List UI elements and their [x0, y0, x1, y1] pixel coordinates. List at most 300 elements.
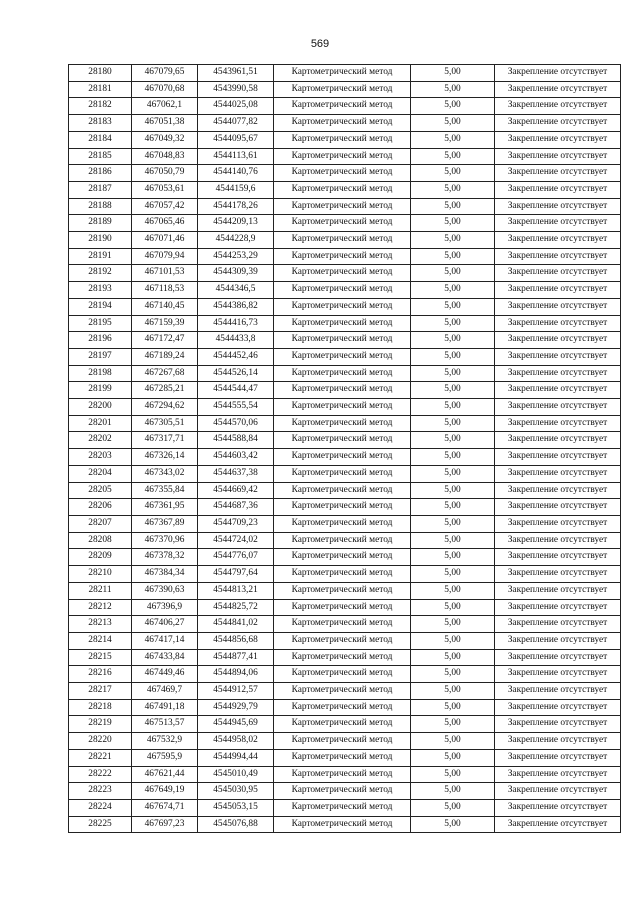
fixing-description-cell: Закрепление отсутствует — [495, 549, 621, 566]
table-row — [69, 449, 621, 466]
fixing-description-cell: Закрепление отсутствует — [495, 248, 621, 265]
fixing-description-cell: Закрепление отсутствует — [495, 165, 621, 182]
x-coordinate-cell: 467370,96 — [132, 532, 198, 549]
accuracy-cell: 5,00 — [411, 165, 495, 182]
x-coordinate-cell: 467621,44 — [132, 766, 198, 783]
fixing-description-cell: Закрепление отсутствует — [495, 332, 621, 349]
accuracy-cell: 5,00 — [411, 582, 495, 599]
x-coordinate-cell: 467267,68 — [132, 365, 198, 382]
table-row — [69, 799, 621, 816]
y-coordinate-cell: 4544994,44 — [198, 749, 274, 766]
accuracy-cell: 5,00 — [411, 131, 495, 148]
method-cell: Картометрический метод — [274, 399, 411, 416]
x-coordinate-cell: 467355,84 — [132, 482, 198, 499]
method-cell: Картометрический метод — [274, 632, 411, 649]
accuracy-cell: 5,00 — [411, 432, 495, 449]
accuracy-cell: 5,00 — [411, 816, 495, 833]
accuracy-cell: 5,00 — [411, 716, 495, 733]
method-cell: Картометрический метод — [274, 332, 411, 349]
x-coordinate-cell: 467532,9 — [132, 733, 198, 750]
y-coordinate-cell: 4544555,54 — [198, 399, 274, 416]
table-row — [69, 81, 621, 98]
point-number-cell: 28210 — [69, 566, 132, 583]
y-coordinate-cell: 4544570,06 — [198, 415, 274, 432]
y-coordinate-cell: 4544958,02 — [198, 733, 274, 750]
method-cell: Картометрический метод — [274, 515, 411, 532]
accuracy-cell: 5,00 — [411, 248, 495, 265]
point-number-cell: 28180 — [69, 65, 132, 82]
y-coordinate-cell: 4544386,82 — [198, 298, 274, 315]
point-number-cell: 28198 — [69, 365, 132, 382]
y-coordinate-cell: 4544709,23 — [198, 515, 274, 532]
x-coordinate-cell: 467118,53 — [132, 282, 198, 299]
y-coordinate-cell: 4544209,13 — [198, 215, 274, 232]
method-cell: Картометрический метод — [274, 348, 411, 365]
method-cell: Картометрический метод — [274, 65, 411, 82]
x-coordinate-cell: 467065,46 — [132, 215, 198, 232]
y-coordinate-cell: 4544669,42 — [198, 482, 274, 499]
fixing-description-cell: Закрепление отсутствует — [495, 81, 621, 98]
accuracy-cell: 5,00 — [411, 465, 495, 482]
accuracy-cell: 5,00 — [411, 198, 495, 215]
x-coordinate-cell: 467285,21 — [132, 382, 198, 399]
point-number-cell: 28181 — [69, 81, 132, 98]
accuracy-cell: 5,00 — [411, 399, 495, 416]
y-coordinate-cell: 4544113,61 — [198, 148, 274, 165]
fixing-description-cell: Закрепление отсутствует — [495, 298, 621, 315]
point-number-cell: 28183 — [69, 115, 132, 132]
table-row — [69, 733, 621, 750]
x-coordinate-cell: 467070,68 — [132, 81, 198, 98]
table-row — [69, 632, 621, 649]
accuracy-cell: 5,00 — [411, 649, 495, 666]
x-coordinate-cell: 467049,32 — [132, 131, 198, 148]
point-number-cell: 28190 — [69, 232, 132, 249]
y-coordinate-cell: 4544813,21 — [198, 582, 274, 599]
point-number-cell: 28212 — [69, 599, 132, 616]
accuracy-cell: 5,00 — [411, 783, 495, 800]
table-row — [69, 616, 621, 633]
method-cell: Картометрический метод — [274, 115, 411, 132]
y-coordinate-cell: 4544912,57 — [198, 683, 274, 700]
table-row — [69, 399, 621, 416]
fixing-description-cell: Закрепление отсутствует — [495, 382, 621, 399]
table-row — [69, 165, 621, 182]
method-cell: Картометрический метод — [274, 248, 411, 265]
point-number-cell: 28191 — [69, 248, 132, 265]
accuracy-cell: 5,00 — [411, 566, 495, 583]
method-cell: Картометрический метод — [274, 482, 411, 499]
table-row — [69, 131, 621, 148]
x-coordinate-cell: 467469,7 — [132, 683, 198, 700]
method-cell: Картометрический метод — [274, 415, 411, 432]
x-coordinate-cell: 467071,46 — [132, 232, 198, 249]
table-row — [69, 365, 621, 382]
x-coordinate-cell: 467172,47 — [132, 332, 198, 349]
point-number-cell: 28202 — [69, 432, 132, 449]
x-coordinate-cell: 467159,39 — [132, 315, 198, 332]
point-number-cell: 28187 — [69, 181, 132, 198]
accuracy-cell: 5,00 — [411, 332, 495, 349]
y-coordinate-cell: 4544841,02 — [198, 616, 274, 633]
y-coordinate-cell: 4544776,07 — [198, 549, 274, 566]
y-coordinate-cell: 4544797,64 — [198, 566, 274, 583]
table-row — [69, 315, 621, 332]
y-coordinate-cell: 4543961,51 — [198, 65, 274, 82]
fixing-description-cell: Закрепление отсутствует — [495, 65, 621, 82]
table-row — [69, 265, 621, 282]
y-coordinate-cell: 4544140,76 — [198, 165, 274, 182]
accuracy-cell: 5,00 — [411, 98, 495, 115]
fixing-description-cell: Закрепление отсутствует — [495, 315, 621, 332]
fixing-description-cell: Закрепление отсутствует — [495, 532, 621, 549]
fixing-description-cell: Закрепление отсутствует — [495, 783, 621, 800]
x-coordinate-cell: 467491,18 — [132, 699, 198, 716]
fixing-description-cell: Закрепление отсутствует — [495, 515, 621, 532]
method-cell: Картометрический метод — [274, 365, 411, 382]
method-cell: Картометрический метод — [274, 816, 411, 833]
accuracy-cell: 5,00 — [411, 415, 495, 432]
coordinates-table — [68, 64, 621, 833]
method-cell: Картометрический метод — [274, 749, 411, 766]
table-row — [69, 415, 621, 432]
method-cell: Картометрический метод — [274, 232, 411, 249]
x-coordinate-cell: 467433,84 — [132, 649, 198, 666]
point-number-cell: 28206 — [69, 499, 132, 516]
fixing-description-cell: Закрепление отсутствует — [495, 499, 621, 516]
point-number-cell: 28223 — [69, 783, 132, 800]
x-coordinate-cell: 467189,24 — [132, 348, 198, 365]
y-coordinate-cell: 4544588,84 — [198, 432, 274, 449]
method-cell: Картометрический метод — [274, 81, 411, 98]
fixing-description-cell: Закрепление отсутствует — [495, 198, 621, 215]
point-number-cell: 28197 — [69, 348, 132, 365]
point-number-cell: 28222 — [69, 766, 132, 783]
accuracy-cell: 5,00 — [411, 148, 495, 165]
x-coordinate-cell: 467378,32 — [132, 549, 198, 566]
y-coordinate-cell: 4544544,47 — [198, 382, 274, 399]
method-cell: Картометрический метод — [274, 465, 411, 482]
y-coordinate-cell: 4544077,82 — [198, 115, 274, 132]
accuracy-cell: 5,00 — [411, 599, 495, 616]
point-number-cell: 28184 — [69, 131, 132, 148]
fixing-description-cell: Закрепление отсутствует — [495, 432, 621, 449]
point-number-cell: 28218 — [69, 699, 132, 716]
accuracy-cell: 5,00 — [411, 549, 495, 566]
table-row — [69, 332, 621, 349]
y-coordinate-cell: 4544228,9 — [198, 232, 274, 249]
point-number-cell: 28214 — [69, 632, 132, 649]
table-row — [69, 348, 621, 365]
x-coordinate-cell: 467101,53 — [132, 265, 198, 282]
y-coordinate-cell: 4544178,26 — [198, 198, 274, 215]
fixing-description-cell: Закрепление отсутствует — [495, 232, 621, 249]
y-coordinate-cell: 4544825,72 — [198, 599, 274, 616]
y-coordinate-cell: 4544724,02 — [198, 532, 274, 549]
x-coordinate-cell: 467294,62 — [132, 399, 198, 416]
y-coordinate-cell: 4544159,6 — [198, 181, 274, 198]
fixing-description-cell: Закрепление отсутствует — [495, 115, 621, 132]
table-row — [69, 549, 621, 566]
point-number-cell: 28185 — [69, 148, 132, 165]
method-cell: Картометрический метод — [274, 215, 411, 232]
accuracy-cell: 5,00 — [411, 365, 495, 382]
table-row — [69, 65, 621, 82]
method-cell: Картометрический метод — [274, 566, 411, 583]
fixing-description-cell: Закрепление отсутствует — [495, 799, 621, 816]
x-coordinate-cell: 467317,71 — [132, 432, 198, 449]
x-coordinate-cell: 467449,46 — [132, 666, 198, 683]
accuracy-cell: 5,00 — [411, 449, 495, 466]
accuracy-cell: 5,00 — [411, 733, 495, 750]
fixing-description-cell: Закрепление отсутствует — [495, 666, 621, 683]
accuracy-cell: 5,00 — [411, 181, 495, 198]
accuracy-cell: 5,00 — [411, 766, 495, 783]
point-number-cell: 28194 — [69, 298, 132, 315]
fixing-description-cell: Закрепление отсутствует — [495, 683, 621, 700]
table-row — [69, 766, 621, 783]
point-number-cell: 28193 — [69, 282, 132, 299]
x-coordinate-cell: 467140,45 — [132, 298, 198, 315]
table-row — [69, 749, 621, 766]
fixing-description-cell: Закрепление отсутствует — [495, 148, 621, 165]
table-row — [69, 716, 621, 733]
point-number-cell: 28209 — [69, 549, 132, 566]
x-coordinate-cell: 467417,14 — [132, 632, 198, 649]
accuracy-cell: 5,00 — [411, 232, 495, 249]
fixing-description-cell: Закрепление отсутствует — [495, 582, 621, 599]
accuracy-cell: 5,00 — [411, 632, 495, 649]
point-number-cell: 28196 — [69, 332, 132, 349]
point-number-cell: 28224 — [69, 799, 132, 816]
x-coordinate-cell: 467053,61 — [132, 181, 198, 198]
point-number-cell: 28211 — [69, 582, 132, 599]
table-row — [69, 198, 621, 215]
table-row — [69, 582, 621, 599]
method-cell: Картометрический метод — [274, 699, 411, 716]
y-coordinate-cell: 4545030,95 — [198, 783, 274, 800]
table-row — [69, 232, 621, 249]
accuracy-cell: 5,00 — [411, 799, 495, 816]
x-coordinate-cell: 467697,23 — [132, 816, 198, 833]
fixing-description-cell: Закрепление отсутствует — [495, 599, 621, 616]
table-row — [69, 282, 621, 299]
x-coordinate-cell: 467384,34 — [132, 566, 198, 583]
y-coordinate-cell: 4545076,88 — [198, 816, 274, 833]
point-number-cell: 28182 — [69, 98, 132, 115]
method-cell: Картометрический метод — [274, 733, 411, 750]
table-row — [69, 298, 621, 315]
fixing-description-cell: Закрепление отсутствует — [495, 749, 621, 766]
point-number-cell: 28200 — [69, 399, 132, 416]
y-coordinate-cell: 4544095,67 — [198, 131, 274, 148]
fixing-description-cell: Закрепление отсутствует — [495, 465, 621, 482]
method-cell: Картометрический метод — [274, 265, 411, 282]
fixing-description-cell: Закрепление отсутствует — [495, 733, 621, 750]
table-row — [69, 566, 621, 583]
x-coordinate-cell: 467079,65 — [132, 65, 198, 82]
fixing-description-cell: Закрепление отсутствует — [495, 399, 621, 416]
x-coordinate-cell: 467050,79 — [132, 165, 198, 182]
point-number-cell: 28220 — [69, 733, 132, 750]
accuracy-cell: 5,00 — [411, 532, 495, 549]
table-row — [69, 816, 621, 833]
fixing-description-cell: Закрепление отсутствует — [495, 449, 621, 466]
fixing-description-cell: Закрепление отсутствует — [495, 566, 621, 583]
x-coordinate-cell: 467396,9 — [132, 599, 198, 616]
point-number-cell: 28216 — [69, 666, 132, 683]
table-row — [69, 683, 621, 700]
method-cell: Картометрический метод — [274, 198, 411, 215]
table-row — [69, 699, 621, 716]
table-row — [69, 248, 621, 265]
point-number-cell: 28186 — [69, 165, 132, 182]
point-number-cell: 28225 — [69, 816, 132, 833]
fixing-description-cell: Закрепление отсутствует — [495, 716, 621, 733]
method-cell: Картометрический метод — [274, 181, 411, 198]
table-row — [69, 181, 621, 198]
coordinates-table-body — [69, 65, 621, 833]
fixing-description-cell: Закрепление отсутствует — [495, 632, 621, 649]
method-cell: Картометрический метод — [274, 165, 411, 182]
method-cell: Картометрический метод — [274, 382, 411, 399]
point-number-cell: 28205 — [69, 482, 132, 499]
accuracy-cell: 5,00 — [411, 683, 495, 700]
x-coordinate-cell: 467057,42 — [132, 198, 198, 215]
accuracy-cell: 5,00 — [411, 382, 495, 399]
page-number: 569 — [310, 38, 330, 50]
method-cell: Картометрический метод — [274, 532, 411, 549]
method-cell: Картометрический метод — [274, 666, 411, 683]
table-row — [69, 649, 621, 666]
fixing-description-cell: Закрепление отсутствует — [495, 265, 621, 282]
accuracy-cell: 5,00 — [411, 115, 495, 132]
method-cell: Картометрический метод — [274, 315, 411, 332]
method-cell: Картометрический метод — [274, 131, 411, 148]
x-coordinate-cell: 467367,89 — [132, 515, 198, 532]
fixing-description-cell: Закрепление отсутствует — [495, 766, 621, 783]
table-row — [69, 499, 621, 516]
y-coordinate-cell: 4544945,69 — [198, 716, 274, 733]
x-coordinate-cell: 467051,38 — [132, 115, 198, 132]
table-row — [69, 532, 621, 549]
table-row — [69, 465, 621, 482]
method-cell: Картометрический метод — [274, 783, 411, 800]
accuracy-cell: 5,00 — [411, 81, 495, 98]
x-coordinate-cell: 467674,71 — [132, 799, 198, 816]
x-coordinate-cell: 467406,27 — [132, 616, 198, 633]
point-number-cell: 28213 — [69, 616, 132, 633]
point-number-cell: 28201 — [69, 415, 132, 432]
table-row — [69, 432, 621, 449]
accuracy-cell: 5,00 — [411, 699, 495, 716]
table-row — [69, 482, 621, 499]
point-number-cell: 28208 — [69, 532, 132, 549]
table-row — [69, 783, 621, 800]
table-row — [69, 98, 621, 115]
accuracy-cell: 5,00 — [411, 298, 495, 315]
accuracy-cell: 5,00 — [411, 499, 495, 516]
y-coordinate-cell: 4544687,36 — [198, 499, 274, 516]
accuracy-cell: 5,00 — [411, 65, 495, 82]
table-row — [69, 148, 621, 165]
accuracy-cell: 5,00 — [411, 749, 495, 766]
x-coordinate-cell: 467513,57 — [132, 716, 198, 733]
y-coordinate-cell: 4544346,5 — [198, 282, 274, 299]
y-coordinate-cell: 4543990,58 — [198, 81, 274, 98]
method-cell: Картометрический метод — [274, 799, 411, 816]
x-coordinate-cell: 467048,83 — [132, 148, 198, 165]
table-row — [69, 382, 621, 399]
accuracy-cell: 5,00 — [411, 616, 495, 633]
fixing-description-cell: Закрепление отсутствует — [495, 365, 621, 382]
method-cell: Картометрический метод — [274, 599, 411, 616]
fixing-description-cell: Закрепление отсутствует — [495, 816, 621, 833]
fixing-description-cell: Закрепление отсутствует — [495, 282, 621, 299]
method-cell: Картометрический метод — [274, 766, 411, 783]
x-coordinate-cell: 467079,94 — [132, 248, 198, 265]
method-cell: Картометрический метод — [274, 499, 411, 516]
method-cell: Картометрический метод — [274, 716, 411, 733]
fixing-description-cell: Закрепление отсутствует — [495, 482, 621, 499]
fixing-description-cell: Закрепление отсутствует — [495, 181, 621, 198]
fixing-description-cell: Закрепление отсутствует — [495, 649, 621, 666]
x-coordinate-cell: 467062,1 — [132, 98, 198, 115]
point-number-cell: 28207 — [69, 515, 132, 532]
point-number-cell: 28219 — [69, 716, 132, 733]
table-row — [69, 599, 621, 616]
y-coordinate-cell: 4544637,38 — [198, 465, 274, 482]
fixing-description-cell: Закрепление отсутствует — [495, 415, 621, 432]
y-coordinate-cell: 4544603,42 — [198, 449, 274, 466]
fixing-description-cell: Закрепление отсутствует — [495, 215, 621, 232]
method-cell: Картометрический метод — [274, 683, 411, 700]
accuracy-cell: 5,00 — [411, 482, 495, 499]
x-coordinate-cell: 467343,02 — [132, 465, 198, 482]
point-number-cell: 28192 — [69, 265, 132, 282]
x-coordinate-cell: 467595,9 — [132, 749, 198, 766]
method-cell: Картометрический метод — [274, 98, 411, 115]
y-coordinate-cell: 4544877,41 — [198, 649, 274, 666]
x-coordinate-cell: 467361,95 — [132, 499, 198, 516]
y-coordinate-cell: 4544433,8 — [198, 332, 274, 349]
table-row — [69, 215, 621, 232]
point-number-cell: 28188 — [69, 198, 132, 215]
point-number-cell: 28199 — [69, 382, 132, 399]
point-number-cell: 28203 — [69, 449, 132, 466]
table-row — [69, 515, 621, 532]
point-number-cell: 28189 — [69, 215, 132, 232]
fixing-description-cell: Закрепление отсутствует — [495, 616, 621, 633]
method-cell: Картометрический метод — [274, 582, 411, 599]
table-row — [69, 115, 621, 132]
x-coordinate-cell: 467326,14 — [132, 449, 198, 466]
method-cell: Картометрический метод — [274, 432, 411, 449]
point-number-cell: 28221 — [69, 749, 132, 766]
y-coordinate-cell: 4544253,29 — [198, 248, 274, 265]
y-coordinate-cell: 4544526,14 — [198, 365, 274, 382]
accuracy-cell: 5,00 — [411, 282, 495, 299]
method-cell: Картометрический метод — [274, 449, 411, 466]
method-cell: Картометрический метод — [274, 549, 411, 566]
accuracy-cell: 5,00 — [411, 315, 495, 332]
y-coordinate-cell: 4544309,39 — [198, 265, 274, 282]
accuracy-cell: 5,00 — [411, 215, 495, 232]
table-row — [69, 666, 621, 683]
y-coordinate-cell: 4544025,08 — [198, 98, 274, 115]
accuracy-cell: 5,00 — [411, 265, 495, 282]
method-cell: Картометрический метод — [274, 616, 411, 633]
